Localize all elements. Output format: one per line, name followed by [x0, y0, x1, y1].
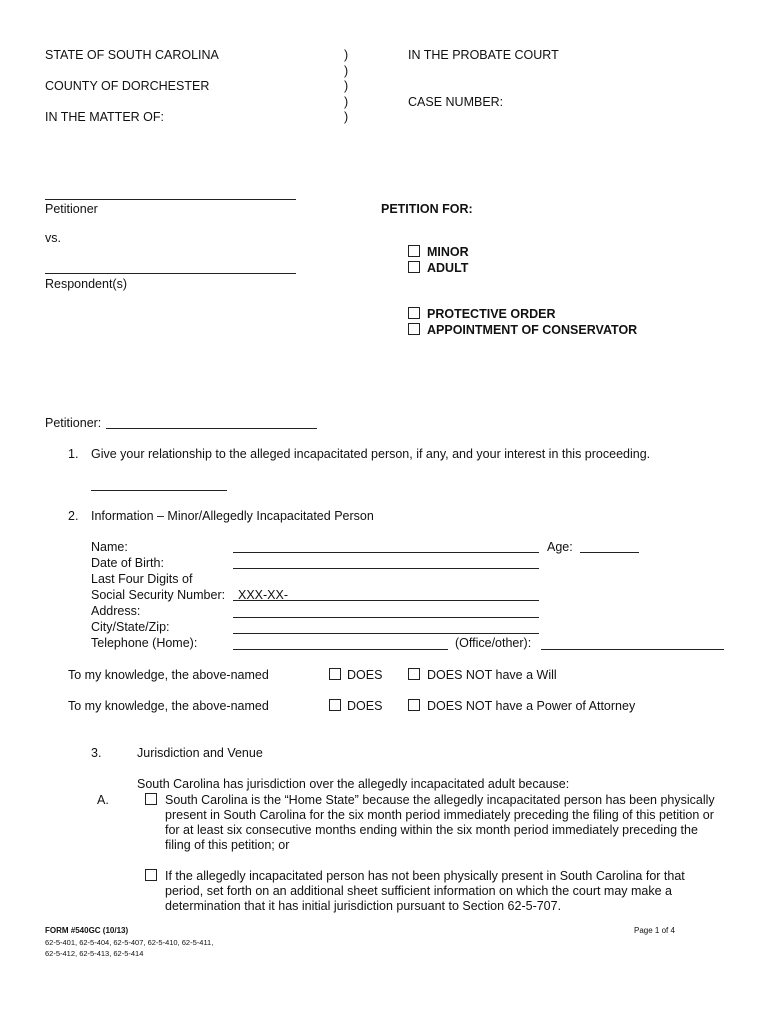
ssn-field[interactable] — [233, 600, 539, 601]
adult-label: ADULT — [427, 261, 469, 275]
age-field[interactable] — [580, 552, 639, 553]
paren-divider: ) — [344, 79, 349, 93]
dob-field[interactable] — [233, 568, 539, 569]
poa-knowledge-label: To my knowledge, the above-named — [68, 699, 269, 713]
other-jurisdiction-text-line2: period, set forth on an additional sheet sufficient information on which the court may make a — [165, 884, 673, 898]
city-label: City/State/Zip: — [91, 620, 170, 634]
item2-number: 2. — [68, 509, 79, 523]
address-field[interactable] — [233, 617, 539, 618]
paren-divider: ) — [344, 48, 349, 62]
ssn-prefix: XXX-XX- — [238, 588, 289, 602]
name-label: Name: — [91, 540, 128, 554]
petition-for-heading: PETITION FOR: — [381, 202, 473, 216]
page-number: Page 1 of 4 — [634, 926, 675, 935]
other-jurisdiction-text-line3: determination that it has initial jurisdiction pursuant to Section 62-5-707. — [165, 899, 562, 913]
will-does-not-label: DOES NOT have a Will — [427, 668, 557, 682]
home-state-text-line2: present in South Carolina for the six month period immediately preceding the filing of this petition or — [165, 808, 714, 822]
dob-label: Date of Birth: — [91, 556, 164, 570]
poa-does-not-label: DOES NOT have a Power of Attorney — [427, 699, 636, 713]
other-jurisdiction-checkbox[interactable] — [145, 869, 157, 881]
paren-divider: ) — [344, 110, 349, 124]
ssn-label-line1: Last Four Digits of — [91, 572, 193, 586]
will-does-label: DOES — [347, 668, 383, 682]
will-does-checkbox[interactable] — [329, 668, 341, 680]
petitioner-label: Petitioner: — [45, 416, 102, 430]
matter-heading: IN THE MATTER OF: — [45, 110, 164, 124]
will-knowledge-label: To my knowledge, the above-named — [68, 668, 269, 682]
home-phone-field[interactable] — [233, 649, 448, 650]
protective-order-label: PROTECTIVE ORDER — [427, 307, 556, 321]
home-state-checkbox[interactable] — [145, 793, 157, 805]
poa-does-checkbox[interactable] — [329, 699, 341, 711]
poa-does-label: DOES — [347, 699, 383, 713]
minor-label: MINOR — [427, 245, 469, 259]
age-label: Age: — [547, 540, 573, 554]
ssn-label-line2: Social Security Number: — [91, 588, 226, 602]
protective-order-checkbox[interactable] — [408, 307, 420, 319]
conservator-label: APPOINTMENT OF CONSERVATOR — [427, 323, 638, 337]
poa-does-not-checkbox[interactable] — [408, 699, 420, 711]
minor-checkbox[interactable] — [408, 245, 420, 257]
office-phone-label: (Office/other): — [455, 636, 532, 650]
petitioner-caption: Petitioner — [45, 202, 98, 216]
petitioner-field[interactable] — [106, 428, 317, 429]
vs-label: vs. — [45, 231, 61, 245]
city-field[interactable] — [233, 633, 539, 634]
respondent-name-line[interactable] — [45, 273, 296, 274]
conservator-checkbox[interactable] — [408, 323, 420, 335]
will-does-not-checkbox[interactable] — [408, 668, 420, 680]
item1-number: 1. — [68, 447, 79, 461]
item2-title: Information – Minor/Allegedly Incapacitated Person — [91, 509, 374, 523]
other-jurisdiction-text-line1: If the allegedly incapacitated person has not been physically present in South Carolina for that — [165, 869, 685, 883]
home-phone-label: Telephone (Home): — [91, 636, 198, 650]
statute-codes-line2: 62-5-412, 62-5-413, 62-5-414 — [45, 949, 144, 958]
relationship-field[interactable] — [91, 490, 227, 491]
paren-divider: ) — [344, 95, 349, 109]
paren-divider: ) — [344, 64, 349, 78]
name-field[interactable] — [233, 552, 539, 553]
item1-text: Give your relationship to the alleged incapacitated person, if any, and your interest in this proceeding. — [91, 447, 651, 461]
item3-number: 3. — [91, 746, 102, 760]
address-label: Address: — [91, 604, 141, 618]
section-a-label: A. — [97, 793, 109, 807]
state-heading: STATE OF SOUTH CAROLINA — [45, 48, 219, 62]
court-heading: IN THE PROBATE COURT — [408, 48, 559, 62]
jurisdiction-intro: South Carolina has jurisdiction over the allegedly incapacitated adult because: — [137, 777, 570, 791]
item3-title: Jurisdiction and Venue — [137, 746, 263, 760]
adult-checkbox[interactable] — [408, 261, 420, 273]
case-number-label: CASE NUMBER: — [408, 95, 504, 109]
home-state-text-line4: filing of this petition; or — [165, 838, 290, 852]
form-number: FORM #540GC (10/13) — [45, 926, 129, 935]
home-state-text-line1: South Carolina is the “Home State” because the allegedly incapacitated person has been physically — [165, 793, 715, 807]
petitioner-name-line[interactable] — [45, 199, 296, 200]
statute-codes-line1: 62-5-401, 62-5-404, 62-5-407, 62-5-410, 62-5-411, — [45, 938, 214, 947]
respondent-caption: Respondent(s) — [45, 277, 127, 291]
office-phone-field[interactable] — [541, 649, 724, 650]
home-state-text-line3: for at least six consecutive months ending within the six month period immediately preceding the — [165, 823, 698, 837]
county-heading: COUNTY OF DORCHESTER — [45, 79, 210, 93]
